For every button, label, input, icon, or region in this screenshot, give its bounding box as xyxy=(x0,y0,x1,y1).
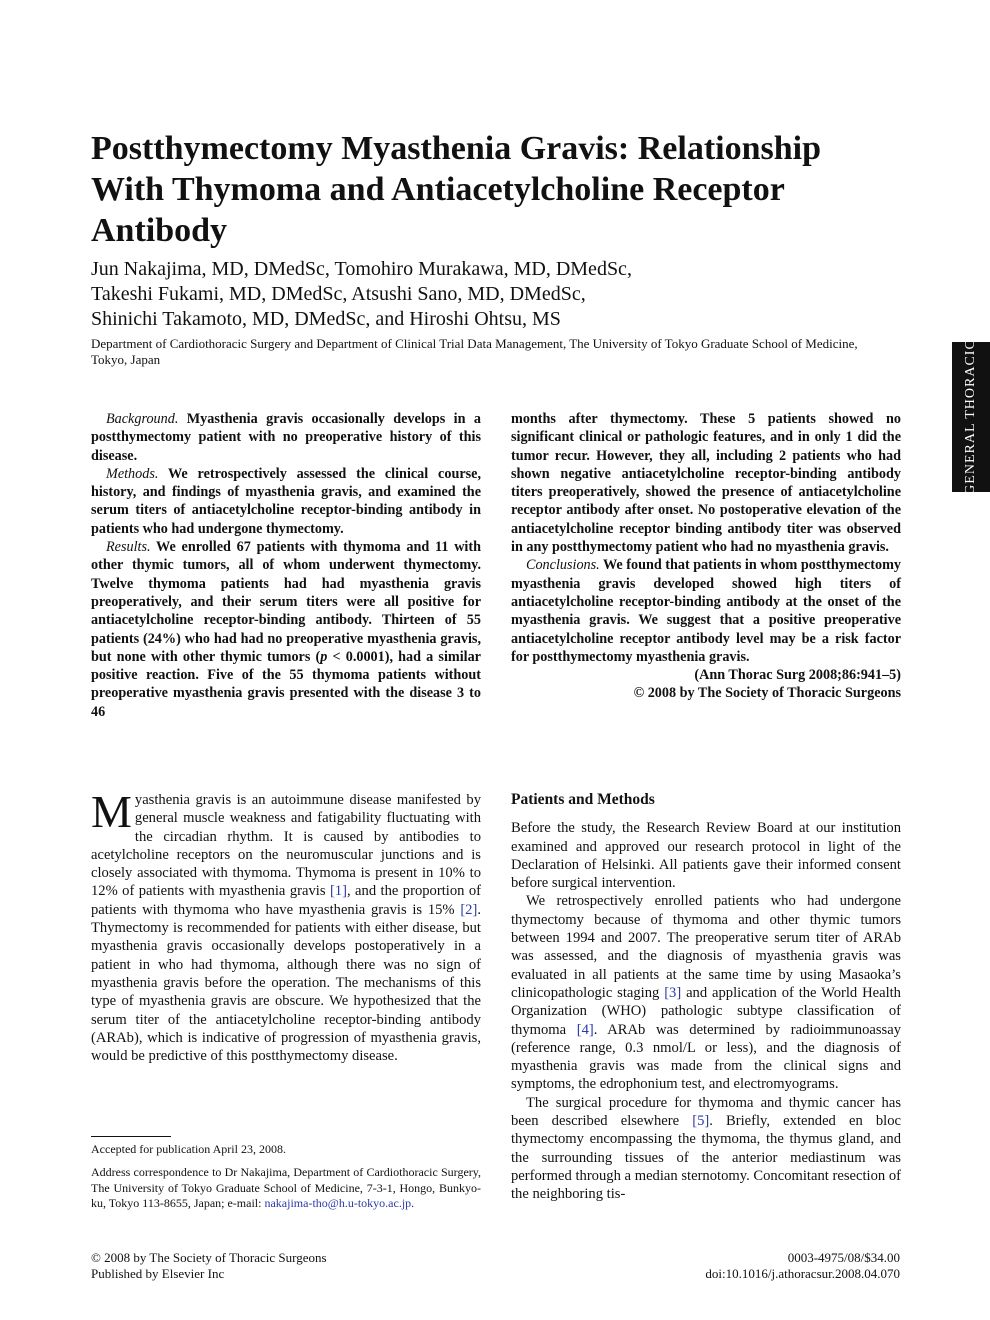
footer-issn: 0003-4975/08/$34.00 xyxy=(787,1250,900,1265)
footer-doi: doi:10.1016/j.athoracsur.2008.04.070 xyxy=(705,1265,900,1281)
author-line: Takeshi Fukami, MD, DMedSc, Atsushi Sano, MD, DMedSc, xyxy=(91,283,586,305)
abstract-methods: Methods. We retrospectively assessed the clinical course, history, and findings of myasthenia gravis, and examined the serum titers of antiacetylcholine receptor-binding antibody in patients who had undergone thymectomy. xyxy=(91,465,481,537)
abstract-label: Background. xyxy=(106,411,179,427)
abstract-background: Background. Myasthenia gravis occasionally develops in a postthymectomy patient with no preoperative history of this disease. xyxy=(91,411,481,464)
abstract-left-column xyxy=(91,410,481,721)
footer-left xyxy=(91,1250,327,1281)
abstract-label: Results. xyxy=(106,539,151,556)
section-side-tab xyxy=(952,339,990,495)
journal-citation: (Ann Thorac Surg 2008;86:941–5) xyxy=(694,667,901,684)
article-title: Postthymectomy Myasthenia Gravis: Relationship With Thymoma and Antiacetylcholine Receptor Antibody xyxy=(91,130,822,249)
correspondence-note: Address correspondence to Dr Nakajima, Department of Cardiothoracic Surgery, The University of Tokyo Graduate School of Medicine, 7-3-1, Hongo, Bunkyo-ku, Tokyo 113-8655, Japan; e-mail: nakajima-tho@h.u-tokyo.ac.jp. xyxy=(91,1165,481,1210)
abstract-results-continued: months after thymectomy. These 5 patients showed no significant clinical or pathologic features, and in only 1 did the tumor recur. However, they all, including 2 patients who had shown negative antiacetylcholine receptor-binding antibody titers preoperatively, showed the presence of antiacetylcholine receptor antibody after onset. No postoperative elevation of the antiacetylcholine receptor binding antibody titer was observed in any postthymectomy patient who had no myasthenia gravis. xyxy=(511,411,901,556)
footer-right xyxy=(600,1250,900,1281)
author-line: Jun Nakajima, MD, DMedSc, Tomohiro Murakawa, MD, DMedSc, xyxy=(91,258,632,280)
reference-link[interactable]: [2] xyxy=(460,901,478,918)
methods-paragraph: Before the study, the Research Review Board at our institution examined and approved our research protocol in light of the Declaration of Helsinki. All patients gave their informed consent before surgical intervention. xyxy=(511,820,901,892)
footnotes xyxy=(91,1142,481,1219)
reference-link[interactable]: [3] xyxy=(664,984,682,1001)
body-right-column xyxy=(511,791,901,1204)
section-side-tab-label: GENERAL THORACIC xyxy=(963,339,978,495)
footer-copyright: © 2008 by The Society of Thoracic Surgeons xyxy=(91,1250,327,1265)
intro-paragraph: Myasthenia gravis is an autoimmune disease manifested by general muscle weakness and fatigability fluctuating with the circadian rhythm. It is caused by antibodies to acetylcholine receptors on the neuromuscular junctions and is closely associated with thymoma. Thymoma is present in 10% to 12% of patients with myasthenia gravis [1], and the proportion of patients with thymoma who have myasthenia gravis is 15% [2]. Thymectomy is recommended for patients with either disease, but myasthenia gravis occasionally develops postoperatively in a patient in who had thymoma, although there was no sign of myasthenia gravis before the operation. The mechanisms of this type of myasthenia gravis are obscure. We hypothesized that the serum titer of the antiacetylcholine receptor-binding antibody (ARAb), which is indicative of progression of myasthenia gravis, would be predictive of this postthymectomy disease. xyxy=(91,786,481,1065)
section-heading: Patients and Methods xyxy=(511,791,655,808)
abstract-conclusions: Conclusions. We found that patients in whom postthymectomy myasthenia gravis developed showed high titers of antiacetylcholine receptor-binding antibody at the onset of the myasthenia gravis. We suggest that a positive preoperative antiacetylcholine receptor antibody level may be a risk factor for postthymectomy myasthenia gravis. xyxy=(511,557,901,665)
footnote-divider xyxy=(91,1136,171,1137)
author-line: Shinichi Takamoto, MD, DMedSc, and Hiroshi Ohtsu, MS xyxy=(91,308,561,330)
drop-cap: M xyxy=(91,786,132,837)
email-link[interactable]: nakajima-tho@h.u-tokyo.ac.jp xyxy=(264,1195,412,1210)
abstract-results: Results. We enrolled 67 patients with thymoma and 11 with other thymic tumors, all of whom underwent thymectomy. Twelve thymoma patients had had myasthenia gravis preoperatively, and their serum titers were all positive for antiacetylcholine receptor-binding antibody. Thirteen of 55 patients (24%) who had had no preoperative myasthenia gravis, but none with other thymic tumors (p < 0.0001), had a similar positive reaction. Five of the 55 thymoma patients without preoperative myasthenia gravis presented with the disease 3 to 46 xyxy=(91,539,481,720)
footer-publisher: Published by Elsevier Inc xyxy=(91,1265,225,1281)
reference-link[interactable]: [5] xyxy=(692,1113,710,1130)
methods-paragraph: The surgical procedure for thymoma and thymic cancer has been described elsewhere [5]. Briefly, extended en bloc thymectomy encompassing the thymoma, the thymus gland, and the surrounding tissues of the anterior mediastinum was performed through a median sternotomy. Concomitant resection of the neighboring tis- xyxy=(511,1094,902,1203)
author-list xyxy=(91,257,891,332)
abstract-label: Conclusions. xyxy=(526,557,600,574)
accepted-note: Accepted for publication April 23, 2008. xyxy=(91,1142,286,1156)
methods-paragraph: We retrospectively enrolled patients who had undergone thymectomy because of thymoma and other thymic tumors between 1994 and 2007. The preoperative serum titer of ARAb was assessed, and the diagnosis of myasthenia gravis was evaluated in all patients at the same time by using Masaoka’s clinicopathologic staging [3] and application of the World Health Organization (WHO) pathologic subtype classification of thymoma [4]. ARAb was determined by radioimmunoassay (reference range, 0.3 nmol/L or less), and the diagnosis of myasthenia gravis was made from the clinical signs and symptoms, the edrophonium test, and electromyograms. xyxy=(511,893,901,1093)
reference-link[interactable]: [4] xyxy=(576,1021,594,1038)
abstract-label: Methods. xyxy=(106,465,159,482)
reference-link[interactable]: [1] xyxy=(329,883,347,900)
abstract-right-column xyxy=(511,410,901,703)
affiliation: Department of Cardiothoracic Surgery and Department of Clinical Trial Data Management, The University of Tokyo Graduate School of Medicine, Tokyo, Japan xyxy=(91,336,858,367)
abstract-copyright: © 2008 by The Society of Thoracic Surgeons xyxy=(633,685,901,702)
body-left-column xyxy=(91,786,481,1065)
